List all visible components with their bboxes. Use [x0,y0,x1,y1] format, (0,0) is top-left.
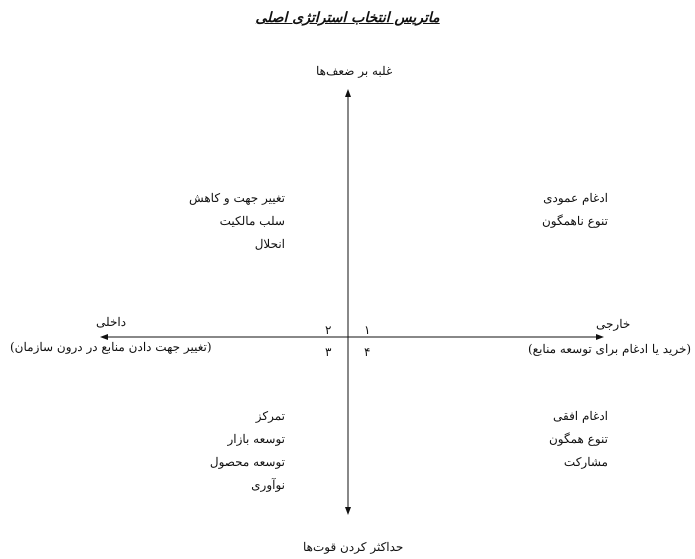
axis-right-label: خارجی [596,317,631,331]
strategy-item: نوآوری [251,478,285,492]
quadrant-bottom-left [210,405,285,497]
quadrant-top-right [542,187,608,233]
vertical-axis-bottom-arrow [345,507,351,515]
axis-left-label: داخلی [96,315,127,329]
quadrant-number-3: ۳ [325,345,332,359]
axis-top-label: غلبه بر ضعف‌ها [316,64,393,78]
strategy-item: مشارکت [563,455,608,469]
axis-right-sub: (خرید یا ادغام برای توسعه منابع) [528,342,692,356]
axis-bottom-label: حداکثر کردن قوت‌ها [303,540,404,554]
quadrant-number-2: ۲ [325,323,332,337]
strategy-item: توسعه محصول [209,455,285,469]
diagram-title: ماتریس انتخاب استراتژی اصلی [255,10,440,26]
quadrant-number-1: ۱ [364,323,371,337]
quadrant-number-4: ۴ [364,345,371,359]
strategy-item: انحلال [254,237,285,251]
strategy-item: توسعه بازار [227,432,285,446]
strategy-item: ادغام عمودی [543,191,608,205]
quadrant-top-left [189,187,285,256]
strategy-item: سلب مالکیت [219,214,285,228]
quadrant-bottom-right [549,405,608,474]
horizontal-axis-right-arrow [596,334,604,340]
strategy-item: تنوع همگون [548,432,608,446]
axis-left-sub: (تغییر جهت دادن منابع در درون سازمان) [10,340,212,354]
strategy-item: تنوع ناهمگون [541,214,608,228]
strategy-item: تغییر جهت و کاهش [189,191,285,205]
vertical-axis-top-arrow [345,89,351,97]
strategy-item: ادغام افقی [553,409,608,423]
strategy-item: تمرکز [255,409,285,423]
